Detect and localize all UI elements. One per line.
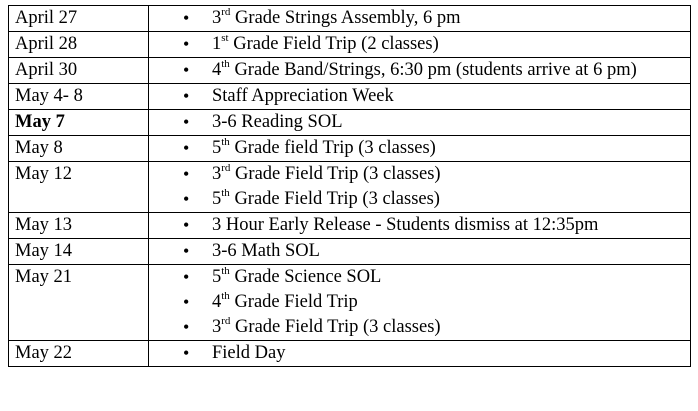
event-date-cell: May 4- 8 xyxy=(9,84,149,110)
event-date-cell: May 14 xyxy=(9,239,149,265)
event-text: Grade Field Trip (2 classes) xyxy=(228,34,439,54)
event-list-cell xyxy=(149,162,691,213)
schedule-body xyxy=(9,6,691,367)
event-list-cell xyxy=(149,239,691,265)
schedule-row xyxy=(9,6,691,32)
event-list xyxy=(183,213,684,238)
event-list xyxy=(183,341,684,366)
event-item xyxy=(183,290,684,315)
event-list xyxy=(183,84,684,109)
ordinal-suffix: th xyxy=(221,57,230,70)
ordinal-suffix: th xyxy=(221,135,230,148)
event-item xyxy=(183,32,684,57)
event-date-cell: May 7 xyxy=(9,110,149,136)
schedule-row xyxy=(9,84,691,110)
event-item xyxy=(183,315,684,340)
event-item xyxy=(183,84,684,109)
schedule-row xyxy=(9,341,691,367)
ordinal-number: 3 xyxy=(212,317,222,337)
event-date-cell: April 27 xyxy=(9,6,149,32)
ordinal-number: 5 xyxy=(212,267,222,287)
schedule-row xyxy=(9,110,691,136)
event-text: Staff Appreciation Week xyxy=(212,86,394,106)
ordinal-suffix: rd xyxy=(221,314,231,327)
event-item xyxy=(183,58,684,83)
event-item xyxy=(183,341,684,366)
event-text: Grade Field Trip xyxy=(229,292,358,312)
ordinal-number: 3 xyxy=(212,164,222,184)
ordinal-number: 3 xyxy=(212,8,222,28)
event-item xyxy=(183,162,684,187)
schedule-row xyxy=(9,213,691,239)
event-item xyxy=(183,187,684,212)
event-list-cell xyxy=(149,58,691,84)
ordinal-number: 5 xyxy=(212,138,222,158)
event-list xyxy=(183,58,684,83)
event-text: Grade Field Trip (3 classes) xyxy=(229,189,440,209)
event-text: Grade Science SOL xyxy=(229,267,382,287)
events-schedule-table xyxy=(8,5,691,367)
event-text: 3-6 Reading SOL xyxy=(212,112,343,132)
event-date-cell: April 30 xyxy=(9,58,149,84)
ordinal-suffix: th xyxy=(221,186,230,199)
event-list-cell xyxy=(149,341,691,367)
ordinal-number: 4 xyxy=(212,292,222,312)
event-list-cell xyxy=(149,6,691,32)
event-date-cell: May 13 xyxy=(9,213,149,239)
event-list xyxy=(183,162,684,212)
event-text: Grade field Trip (3 classes) xyxy=(229,138,436,158)
event-text: Grade Field Trip (3 classes) xyxy=(230,164,441,184)
event-date-cell: May 12 xyxy=(9,162,149,213)
event-text: 3 Hour Early Release - Students dismiss at 12:35pm xyxy=(212,215,599,235)
ordinal-number: 5 xyxy=(212,189,222,209)
event-text: Grade Strings Assembly, 6 pm xyxy=(230,8,461,28)
event-list xyxy=(183,265,684,340)
ordinal-suffix: th xyxy=(221,289,230,302)
event-text: Grade Band/Strings, 6:30 pm (students arrive at 6 pm) xyxy=(229,60,637,80)
event-item xyxy=(183,136,684,161)
event-text: Grade Field Trip (3 classes) xyxy=(230,317,441,337)
ordinal-number: 4 xyxy=(212,60,222,80)
event-item xyxy=(183,110,684,135)
event-item xyxy=(183,6,684,31)
ordinal-number: 1 xyxy=(212,34,222,54)
event-list-cell xyxy=(149,136,691,162)
event-item xyxy=(183,239,684,264)
ordinal-suffix: th xyxy=(221,264,230,277)
ordinal-suffix: rd xyxy=(221,5,231,18)
event-date-cell: May 22 xyxy=(9,341,149,367)
schedule-row xyxy=(9,136,691,162)
schedule-row xyxy=(9,239,691,265)
event-date-cell: May 21 xyxy=(9,265,149,341)
event-list-cell xyxy=(149,32,691,58)
event-list-cell xyxy=(149,110,691,136)
schedule-row xyxy=(9,265,691,341)
event-text: Field Day xyxy=(212,343,286,363)
event-list-cell xyxy=(149,265,691,341)
event-list-cell xyxy=(149,213,691,239)
event-date-cell: May 8 xyxy=(9,136,149,162)
ordinal-suffix: st xyxy=(221,31,229,44)
event-item xyxy=(183,265,684,290)
schedule-row xyxy=(9,32,691,58)
event-list-cell xyxy=(149,84,691,110)
ordinal-suffix: rd xyxy=(221,161,231,174)
event-list xyxy=(183,32,684,57)
event-list xyxy=(183,136,684,161)
event-list xyxy=(183,239,684,264)
event-list xyxy=(183,110,684,135)
schedule-row xyxy=(9,58,691,84)
event-date-cell: April 28 xyxy=(9,32,149,58)
event-text: 3-6 Math SOL xyxy=(212,241,320,261)
event-list xyxy=(183,6,684,31)
schedule-row xyxy=(9,162,691,213)
event-item xyxy=(183,213,684,238)
